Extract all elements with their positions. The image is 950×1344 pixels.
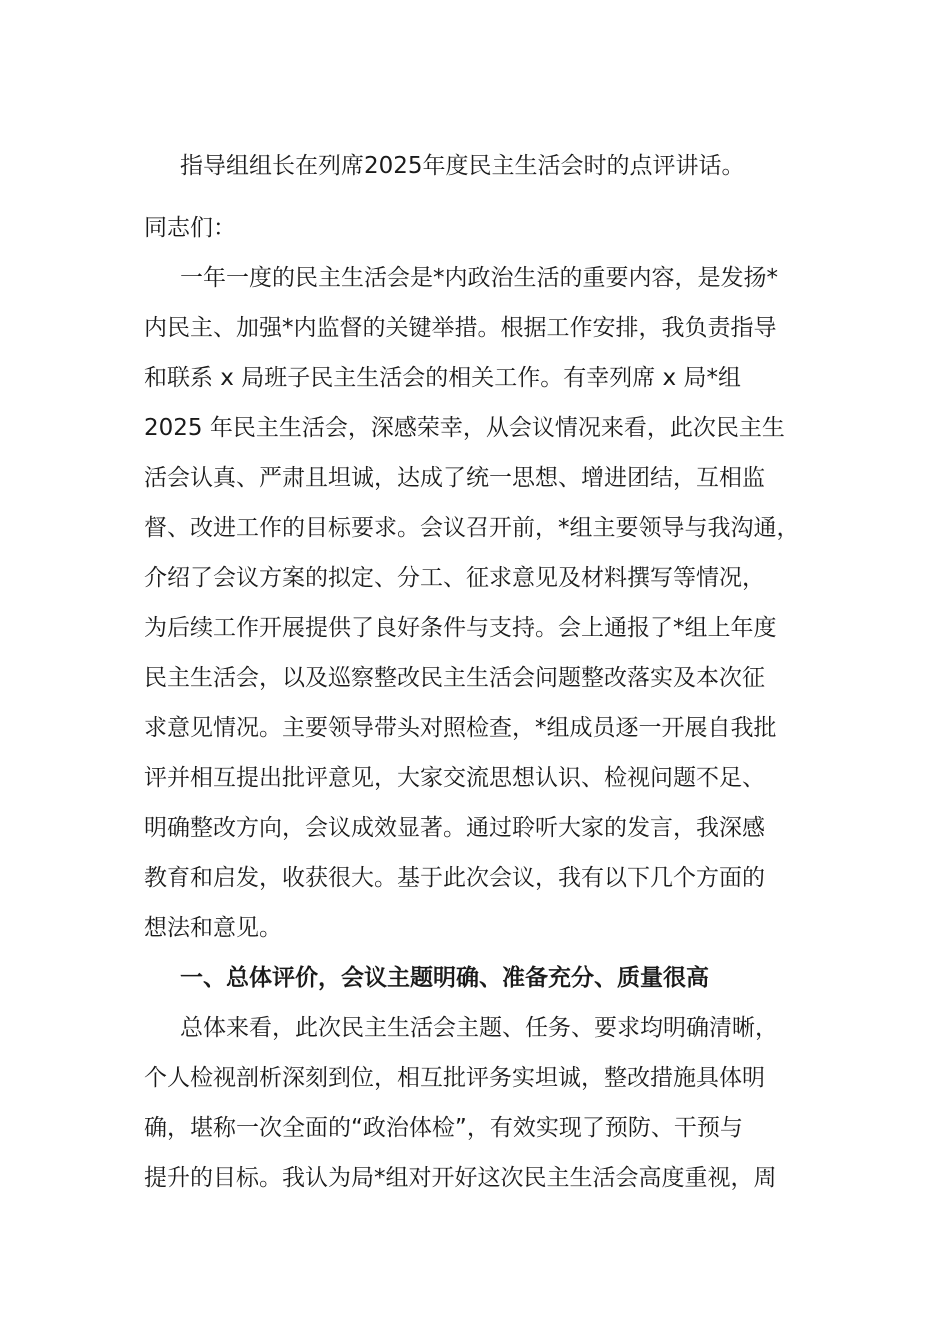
paragraph-line: 确，堪称一次全面的“政治体检”，有效实现了预防、干预与 [144, 1115, 743, 1141]
paragraph-line: 个人检视剖析深刻到位，相互批评务实坦诚，整改措施具体明 [144, 1065, 765, 1091]
paragraph-line: 民主生活会，以及巡察整改民主生活会问题整改落实及本次征 [144, 665, 765, 691]
paragraph-line: 介绍了会议方案的拟定、分工、征求意见及材料撰写等情况， [144, 565, 765, 591]
paragraph-line: 评并相互提出批评意见，大家交流思想认识、检视问题不足、 [144, 765, 765, 791]
paragraph-line: 一年一度的民主生活会是*内政治生活的重要内容，是发扬* [180, 265, 778, 291]
paragraph-line: 内民主、加强*内监督的关键举措。根据工作安排，我负责指导 [144, 315, 777, 341]
paragraph-line: 督、改进工作的目标要求。会议召开前，*组主要领导与我沟通， [144, 515, 800, 541]
paragraph-line: 为后续工作开展提供了良好条件与支持。会上通报了*组上年度 [144, 615, 777, 641]
paragraph-line: 教育和启发，收获很大。基于此次会议，我有以下几个方面的 [144, 865, 765, 891]
paragraph-line: 求意见情况。主要领导带头对照检查，*组成员逐一开展自我批 [144, 715, 777, 741]
section-heading: 一、总体评价，会议主题明确、准备充分、质量很高 [180, 965, 709, 991]
paragraph-line: 活会认真、严肃且坦诚，达成了统一思想、增进团结，互相监 [144, 465, 765, 491]
paragraph-line: 明确整改方向，会议成效显著。通过聆听大家的发言，我深感 [144, 815, 765, 841]
paragraph-line: 和联系 x 局班子民主生活会的相关工作。有幸列席 x 局*组 [144, 365, 741, 391]
paragraph-line: 想法和意见。 [144, 915, 282, 941]
salutation: 同志们： [144, 215, 236, 241]
document-title: 指导组组长在列席2025年度民主生活会时的点评讲话。 [180, 153, 745, 179]
paragraph-line: 总体来看，此次民主生活会主题、任务、要求均明确清晰， [180, 1015, 778, 1041]
paragraph-line: 提升的目标。我认为局*组对开好这次民主生活会高度重视，周 [144, 1165, 777, 1191]
paragraph-line: 2025 年民主生活会，深感荣幸，从会议情况来看，此次民主生 [144, 415, 785, 441]
